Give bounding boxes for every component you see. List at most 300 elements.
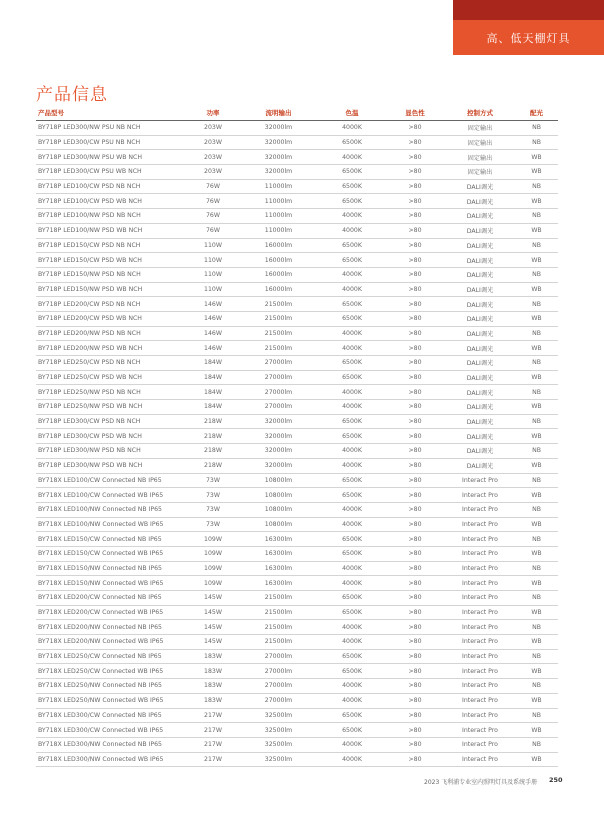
cell-beam: NB [515,414,558,429]
cell-model: BY718P LED100/CW PSD WB NCH [36,194,188,209]
cell-cct: 6500K [319,238,385,253]
cell-control: DALI调光 [445,311,515,326]
cell-beam: WB [515,488,558,503]
table-row [36,179,558,194]
cell-lumen: 21500lm [238,341,319,356]
table-row [36,194,558,209]
cell-model: BY718P LED150/CW PSD WB NCH [36,253,188,268]
cell-beam: WB [515,546,558,561]
cell-beam: WB [515,458,558,473]
cell-beam: NB [515,708,558,723]
cell-model: BY718X LED300/NW Connected WB IP65 [36,752,188,767]
cell-cri: >80 [385,429,445,444]
table-row [36,546,558,561]
cell-cct: 4000K [319,400,385,415]
cell-beam: NB [515,591,558,606]
cell-power: 109W [188,546,238,561]
cell-lumen: 27000lm [238,356,319,371]
column-header-power: 功率 [188,105,238,121]
table-row [36,752,558,767]
cell-beam: WB [515,517,558,532]
cell-beam: NB [515,267,558,282]
cell-model: BY718X LED150/CW Connected WB IP65 [36,546,188,561]
cell-lumen: 32500lm [238,708,319,723]
cell-lumen: 21500lm [238,635,319,650]
cell-cri: >80 [385,546,445,561]
cell-model: BY718P LED200/CW PSD WB NCH [36,311,188,326]
table-row [36,282,558,297]
cell-lumen: 10800lm [238,517,319,532]
cell-control: DALI调光 [445,458,515,473]
cell-control: Interact Pro [445,576,515,591]
cell-lumen: 32000lm [238,458,319,473]
table-row [36,473,558,488]
cell-lumen: 32500lm [238,723,319,738]
cell-beam: WB [515,194,558,209]
cell-beam: NB [515,679,558,694]
cell-cri: >80 [385,121,445,136]
cell-cri: >80 [385,473,445,488]
cell-cri: >80 [385,502,445,517]
table-row [36,370,558,385]
table-row [36,311,558,326]
cell-lumen: 27000lm [238,679,319,694]
cell-lumen: 11000lm [238,179,319,194]
cell-cct: 6500K [319,356,385,371]
cell-control: DALI调光 [445,223,515,238]
cell-control: DALI调光 [445,297,515,312]
column-header-cri: 显色性 [385,105,445,121]
cell-lumen: 10800lm [238,473,319,488]
cell-lumen: 16300lm [238,576,319,591]
cell-lumen: 32500lm [238,737,319,752]
table-row [36,297,558,312]
cell-cct: 6500K [319,708,385,723]
cell-lumen: 11000lm [238,194,319,209]
table-row [36,253,558,268]
cell-lumen: 16300lm [238,561,319,576]
cell-lumen: 32000lm [238,135,319,150]
cell-control: Interact Pro [445,517,515,532]
cell-lumen: 21500lm [238,297,319,312]
cell-beam: NB [515,649,558,664]
cell-power: 183W [188,693,238,708]
cell-beam: NB [515,326,558,341]
table-row [36,385,558,400]
cell-cct: 6500K [319,473,385,488]
cell-model: BY718P LED100/CW PSD NB NCH [36,179,188,194]
cell-beam: WB [515,576,558,591]
cell-power: 184W [188,356,238,371]
cell-beam: NB [515,121,558,136]
cell-power: 146W [188,341,238,356]
cell-cct: 6500K [319,135,385,150]
cell-lumen: 32000lm [238,150,319,165]
cell-model: BY718P LED150/NW PSD NB NCH [36,267,188,282]
cell-beam: WB [515,635,558,650]
cell-cri: >80 [385,297,445,312]
cell-power: 203W [188,121,238,136]
cell-beam: NB [515,297,558,312]
cell-cri: >80 [385,517,445,532]
cell-model: BY718X LED150/CW Connected NB IP65 [36,532,188,547]
cell-cct: 4000K [319,635,385,650]
cell-cri: >80 [385,693,445,708]
cell-lumen: 21500lm [238,326,319,341]
table-row [36,708,558,723]
cell-cri: >80 [385,194,445,209]
cell-cct: 4000K [319,502,385,517]
cell-control: 固定输出 [445,121,515,136]
cell-power: 218W [188,458,238,473]
cell-beam: WB [515,311,558,326]
cell-lumen: 16000lm [238,282,319,297]
cell-cct: 4000K [319,326,385,341]
cell-beam: WB [515,693,558,708]
cell-power: 217W [188,708,238,723]
cell-control: 固定输出 [445,135,515,150]
cell-model: BY718P LED100/NW PSD WB NCH [36,223,188,238]
cell-power: 184W [188,385,238,400]
cell-cct: 4000K [319,620,385,635]
table-row [36,341,558,356]
cell-control: Interact Pro [445,546,515,561]
cell-power: 76W [188,223,238,238]
cell-cri: >80 [385,444,445,459]
cell-lumen: 32000lm [238,165,319,180]
cell-cri: >80 [385,458,445,473]
cell-model: BY718X LED100/NW Connected WB IP65 [36,517,188,532]
cell-cct: 4000K [319,679,385,694]
cell-beam: NB [515,179,558,194]
cell-lumen: 16300lm [238,532,319,547]
cell-lumen: 27000lm [238,693,319,708]
table-row [36,414,558,429]
cell-beam: WB [515,752,558,767]
table-row [36,737,558,752]
cell-control: DALI调光 [445,282,515,297]
cell-lumen: 27000lm [238,664,319,679]
footer-text: 2023 飞利浦专业室内照明灯具及系统手册 [424,779,538,786]
cell-cct: 4000K [319,267,385,282]
cell-control: 固定输出 [445,165,515,180]
table-row [36,517,558,532]
cell-cct: 4000K [319,458,385,473]
table-row [36,121,558,136]
cell-cri: >80 [385,326,445,341]
cell-power: 203W [188,150,238,165]
cell-power: 217W [188,737,238,752]
table-row [36,223,558,238]
cell-cri: >80 [385,635,445,650]
table-row [36,400,558,415]
cell-cri: >80 [385,253,445,268]
cell-cct: 6500K [319,297,385,312]
cell-cri: >80 [385,532,445,547]
cell-cri: >80 [385,282,445,297]
cell-beam: NB [515,737,558,752]
cell-power: 145W [188,635,238,650]
cell-lumen: 32000lm [238,414,319,429]
cell-lumen: 11000lm [238,223,319,238]
cell-cri: >80 [385,179,445,194]
cell-control: Interact Pro [445,679,515,694]
cell-cct: 4000K [319,209,385,224]
table-row [36,605,558,620]
cell-control: Interact Pro [445,488,515,503]
category-label: 高、低天棚灯具 [486,31,571,45]
cell-cct: 6500K [319,165,385,180]
cell-cri: >80 [385,752,445,767]
cell-power: 146W [188,311,238,326]
cell-cri: >80 [385,370,445,385]
cell-control: DALI调光 [445,356,515,371]
cell-beam: WB [515,165,558,180]
cell-model: BY718X LED150/NW Connected WB IP65 [36,576,188,591]
cell-cct: 6500K [319,532,385,547]
cell-cri: >80 [385,356,445,371]
cell-power: 146W [188,326,238,341]
cell-control: Interact Pro [445,620,515,635]
cell-cct: 4000K [319,693,385,708]
table-row [36,150,558,165]
cell-cri: >80 [385,400,445,415]
cell-cri: >80 [385,620,445,635]
cell-model: BY718X LED300/CW Connected NB IP65 [36,708,188,723]
cell-cct: 4000K [319,282,385,297]
cell-cct: 6500K [319,723,385,738]
cell-power: 146W [188,297,238,312]
table-row [36,488,558,503]
cell-power: 183W [188,649,238,664]
cell-beam: WB [515,429,558,444]
cell-cct: 4000K [319,444,385,459]
cell-model: BY718P LED300/CW PSD NB NCH [36,414,188,429]
cell-cri: >80 [385,385,445,400]
cell-power: 110W [188,267,238,282]
cell-lumen: 16000lm [238,267,319,282]
cell-cri: >80 [385,414,445,429]
cell-model: BY718X LED200/CW Connected WB IP65 [36,605,188,620]
cell-cct: 6500K [319,311,385,326]
cell-lumen: 21500lm [238,620,319,635]
cell-model: BY718P LED200/CW PSD NB NCH [36,297,188,312]
cell-cct: 6500K [319,253,385,268]
table-row [36,679,558,694]
cell-power: 76W [188,179,238,194]
cell-cct: 6500K [319,194,385,209]
cell-model: BY718P LED200/NW PSD NB NCH [36,326,188,341]
cell-lumen: 11000lm [238,209,319,224]
cell-cct: 4000K [319,223,385,238]
cell-model: BY718P LED300/NW PSU NB NCH [36,121,188,136]
table-row [36,429,558,444]
cell-beam: NB [515,561,558,576]
cell-lumen: 16000lm [238,253,319,268]
cell-lumen: 32000lm [238,444,319,459]
cell-model: BY718X LED200/NW Connected NB IP65 [36,620,188,635]
table-row [36,532,558,547]
cell-model: BY718X LED300/NW Connected NB IP65 [36,737,188,752]
page-number: 250 [549,776,563,784]
table-row [36,723,558,738]
cell-power: 217W [188,723,238,738]
cell-model: BY718X LED200/CW Connected NB IP65 [36,591,188,606]
cell-lumen: 21500lm [238,311,319,326]
cell-model: BY718X LED200/NW Connected WB IP65 [36,635,188,650]
cell-cri: >80 [385,223,445,238]
cell-cri: >80 [385,267,445,282]
cell-control: Interact Pro [445,649,515,664]
cell-cri: >80 [385,591,445,606]
cell-control: DALI调光 [445,444,515,459]
cell-cct: 6500K [319,664,385,679]
table-header-row [36,105,558,121]
cell-beam: WB [515,664,558,679]
cell-beam: NB [515,444,558,459]
cell-model: BY718X LED250/NW Connected NB IP65 [36,679,188,694]
cell-control: Interact Pro [445,664,515,679]
cell-model: BY718X LED100/CW Connected WB IP65 [36,488,188,503]
cell-lumen: 27000lm [238,385,319,400]
cell-lumen: 32000lm [238,429,319,444]
cell-beam: NB [515,209,558,224]
cell-cct: 4000K [319,121,385,136]
cell-control: DALI调光 [445,326,515,341]
cell-cri: >80 [385,311,445,326]
cell-control: Interact Pro [445,752,515,767]
cell-power: 203W [188,165,238,180]
cell-power: 73W [188,517,238,532]
cell-power: 145W [188,605,238,620]
cell-beam: NB [515,238,558,253]
cell-model: BY718X LED100/NW Connected NB IP65 [36,502,188,517]
cell-beam: WB [515,150,558,165]
cell-cri: >80 [385,723,445,738]
cell-lumen: 21500lm [238,605,319,620]
column-header-control: 控制方式 [445,105,515,121]
cell-control: Interact Pro [445,473,515,488]
table-row [36,664,558,679]
cell-control: Interact Pro [445,605,515,620]
cell-power: 76W [188,209,238,224]
cell-power: 184W [188,400,238,415]
cell-cri: >80 [385,649,445,664]
cell-control: DALI调光 [445,194,515,209]
column-header-beam: 配光 [515,105,558,121]
cell-power: 145W [188,591,238,606]
cell-beam: WB [515,400,558,415]
cell-beam: WB [515,605,558,620]
cell-cct: 6500K [319,370,385,385]
table-row [36,693,558,708]
cell-power: 110W [188,253,238,268]
table-row [36,238,558,253]
cell-cri: >80 [385,209,445,224]
cell-lumen: 16000lm [238,238,319,253]
cell-control: DALI调光 [445,238,515,253]
cell-control: DALI调光 [445,253,515,268]
cell-cct: 4000K [319,561,385,576]
cell-power: 203W [188,135,238,150]
cell-beam: WB [515,282,558,297]
table-row [36,444,558,459]
cell-power: 184W [188,370,238,385]
table-row [36,267,558,282]
cell-lumen: 32000lm [238,121,319,136]
cell-control: Interact Pro [445,693,515,708]
cell-model: BY718X LED250/NW Connected WB IP65 [36,693,188,708]
cell-power: 109W [188,532,238,547]
table-row [36,576,558,591]
cell-lumen: 16300lm [238,546,319,561]
cell-beam: WB [515,723,558,738]
cell-control: 固定输出 [445,150,515,165]
column-header-cct: 色温 [319,105,385,121]
cell-model: BY718P LED300/NW PSD NB NCH [36,444,188,459]
cell-lumen: 27000lm [238,370,319,385]
cell-model: BY718P LED100/NW PSD NB NCH [36,209,188,224]
cell-cct: 6500K [319,429,385,444]
cell-model: BY718X LED250/CW Connected NB IP65 [36,649,188,664]
cell-lumen: 10800lm [238,488,319,503]
cell-cri: >80 [385,165,445,180]
cell-cri: >80 [385,576,445,591]
cell-cri: >80 [385,488,445,503]
column-header-model: 产品型号 [36,105,188,121]
cell-model: BY718X LED300/CW Connected WB IP65 [36,723,188,738]
cell-cct: 4000K [319,341,385,356]
cell-cct: 4000K [319,737,385,752]
cell-cct: 4000K [319,576,385,591]
cell-model: BY718P LED300/NW PSD WB NCH [36,458,188,473]
cell-power: 109W [188,576,238,591]
cell-power: 73W [188,473,238,488]
cell-cri: >80 [385,561,445,576]
cell-control: DALI调光 [445,179,515,194]
category-tab [453,20,604,55]
cell-control: DALI调光 [445,341,515,356]
cell-lumen: 27000lm [238,649,319,664]
cell-cct: 6500K [319,179,385,194]
cell-cct: 6500K [319,649,385,664]
cell-model: BY718P LED300/CW PSU WB NCH [36,165,188,180]
cell-model: BY718P LED250/CW PSD NB NCH [36,356,188,371]
cell-control: DALI调光 [445,209,515,224]
cell-control: DALI调光 [445,385,515,400]
product-table [36,105,558,767]
cell-power: 110W [188,282,238,297]
table-row [36,502,558,517]
section-title: 产品信息 [36,85,108,105]
cell-lumen: 32500lm [238,752,319,767]
cell-control: Interact Pro [445,561,515,576]
cell-cri: >80 [385,679,445,694]
cell-cct: 4000K [319,150,385,165]
cell-beam: NB [515,473,558,488]
cell-power: 110W [188,238,238,253]
cell-beam: NB [515,502,558,517]
cell-control: DALI调光 [445,370,515,385]
cell-power: 183W [188,664,238,679]
cell-control: Interact Pro [445,502,515,517]
table-row [36,635,558,650]
cell-power: 145W [188,620,238,635]
cell-control: Interact Pro [445,708,515,723]
cell-power: 218W [188,444,238,459]
cell-power: 73W [188,488,238,503]
cell-cri: >80 [385,341,445,356]
